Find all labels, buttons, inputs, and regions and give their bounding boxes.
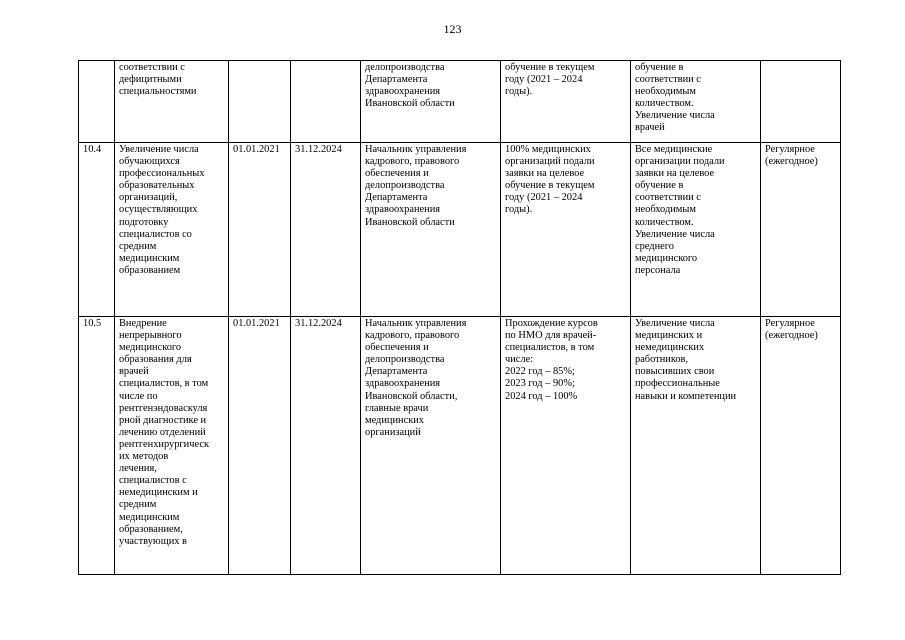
cell-result xyxy=(631,61,761,143)
cell-line: образования для xyxy=(119,354,192,366)
cell-line: образованием xyxy=(119,264,181,276)
cell-line: врачей xyxy=(119,366,149,378)
cell-line: обеспечения и xyxy=(365,168,429,180)
cell-indicator xyxy=(501,317,631,575)
cell-line: специальностями xyxy=(119,86,197,98)
cell-type xyxy=(761,61,841,143)
cell-line: организаций, xyxy=(119,192,178,204)
cell-line: здравоохранения xyxy=(365,378,441,390)
cell-line: (ежегодное) xyxy=(765,330,818,342)
cell-responsible xyxy=(361,61,501,143)
cell-line: числе: xyxy=(505,354,534,366)
cell-activity xyxy=(115,61,229,143)
cell-responsible xyxy=(361,317,501,575)
cell-end-date: 31.12.2024 xyxy=(291,317,361,575)
cell-line: Департамента xyxy=(365,192,428,204)
page-number: 123 xyxy=(443,22,462,36)
cell-activity xyxy=(115,143,229,317)
cell-line: делопроизводства xyxy=(365,62,445,73)
cell-start-date xyxy=(229,61,291,143)
cell-line: соответствии с xyxy=(119,62,185,73)
cell-line: 100% медицинских xyxy=(505,144,591,155)
cell-line: Начальник управления xyxy=(365,144,467,155)
cell-line: соответствии с xyxy=(635,74,701,86)
cell-line: Начальник управления xyxy=(365,318,467,329)
cell-line: рентгенхирургическ xyxy=(119,438,209,450)
cell-line: Ивановской области xyxy=(365,216,455,228)
cell-line: лечения, xyxy=(119,463,157,475)
cell-line: Ивановской области, xyxy=(365,390,458,402)
cell-line: Ивановской области xyxy=(365,98,455,110)
cell-number: 10.4 xyxy=(79,143,115,317)
cell-line: профессиональных xyxy=(119,168,205,180)
cell-line: заявки на целевое xyxy=(505,168,585,180)
cell-line: соответствии с xyxy=(635,192,701,204)
cell-line: их методов xyxy=(119,451,169,463)
cell-start-date: 01.01.2021 xyxy=(229,317,291,575)
cell-line: медицинским xyxy=(119,252,180,264)
cell-number: 10.5 xyxy=(79,317,115,575)
cell-line: 2022 год – 85%; xyxy=(505,366,575,378)
cell-line: Регулярное xyxy=(765,318,815,329)
cell-line: непрерывного xyxy=(119,330,182,342)
cell-line: осуществляющих xyxy=(119,204,198,216)
cell-line: среднего xyxy=(635,240,674,252)
cell-end-date xyxy=(291,61,361,143)
cell-line: обучение в xyxy=(635,62,684,73)
cell-line: врачей xyxy=(635,122,665,134)
cell-line: организации подали xyxy=(635,156,725,168)
cell-line: Увеличение числа xyxy=(119,144,199,155)
cell-line: специалистов, в том xyxy=(505,342,595,354)
cell-line: кадрового, правового xyxy=(365,330,460,342)
cell-line: здравоохранения xyxy=(365,204,441,216)
cell-indicator xyxy=(501,143,631,317)
cell-line: году (2021 – 2024 xyxy=(505,74,583,86)
cell-responsible xyxy=(361,143,501,317)
table-row-10-4 xyxy=(79,143,841,317)
cell-line: организаций xyxy=(365,426,421,438)
cell-line: навыки и компетенции xyxy=(635,390,737,402)
cell-line: средним xyxy=(119,240,157,252)
cell-result xyxy=(631,317,761,575)
cell-line: кадрового, правового xyxy=(365,156,460,168)
cell-line: Увеличение числа xyxy=(635,110,715,122)
cell-line: Департамента xyxy=(365,74,428,86)
cell-line: немедицинским и xyxy=(119,487,198,499)
cell-line: необходимым xyxy=(635,86,696,98)
cell-line: обучающихся xyxy=(119,156,180,168)
cell-line: обеспечения и xyxy=(365,342,429,354)
cell-line: образованием, xyxy=(119,523,183,535)
cell-line: работников, xyxy=(635,354,689,366)
cell-activity xyxy=(115,317,229,575)
cell-line: необходимым xyxy=(635,204,696,216)
cell-line: годы). xyxy=(505,86,533,98)
cell-line: году (2021 – 2024 xyxy=(505,192,583,204)
cell-line: Увеличение числа xyxy=(635,228,715,240)
cell-line: лечению отделений xyxy=(119,426,206,438)
cell-line: числе по xyxy=(119,390,158,402)
cell-line: Увеличение числа xyxy=(635,318,715,329)
cell-line: количеством. xyxy=(635,216,694,228)
cell-result xyxy=(631,143,761,317)
cell-line: медицинского xyxy=(119,342,182,354)
cell-line: подготовку xyxy=(119,216,169,228)
cell-line: Прохождение курсов xyxy=(505,318,598,329)
cell-line: немедицинских xyxy=(635,342,705,354)
cell-line: Регулярное xyxy=(765,144,815,155)
cell-line: делопроизводства xyxy=(365,180,445,192)
cell-number xyxy=(79,61,115,143)
cell-line: профессиональные xyxy=(635,378,720,390)
cell-line: медицинских и xyxy=(635,330,703,342)
cell-type xyxy=(761,143,841,317)
table-row-10-5 xyxy=(79,317,841,575)
activities-table xyxy=(78,60,841,575)
cell-line: обучение в текущем xyxy=(505,180,595,192)
cell-line: 2023 год – 90%; xyxy=(505,378,575,390)
cell-line: Внедрение xyxy=(119,318,167,329)
cell-indicator xyxy=(501,61,631,143)
table-body xyxy=(79,61,841,575)
cell-line: 2024 год – 100% xyxy=(505,390,578,402)
cell-end-date: 31.12.2024 xyxy=(291,143,361,317)
cell-line: по НМО для врачей- xyxy=(505,330,597,342)
cell-line: делопроизводства xyxy=(365,354,445,366)
cell-line: обучение в текущем xyxy=(505,62,595,73)
cell-line: участвующих в xyxy=(119,535,187,547)
cell-line: рентгенэндоваскуля xyxy=(119,402,208,414)
cell-line: рной диагностике и xyxy=(119,414,207,426)
cell-line: заявки на целевое xyxy=(635,168,715,180)
cell-line: здравоохранения xyxy=(365,86,441,98)
cell-line: дефицитными xyxy=(119,74,182,86)
cell-line: главные врачи xyxy=(365,402,429,414)
cell-type xyxy=(761,317,841,575)
table-row-continuation xyxy=(79,61,841,143)
cell-start-date: 01.01.2021 xyxy=(229,143,291,317)
cell-line: организаций подали xyxy=(505,156,595,168)
cell-line: медицинским xyxy=(119,511,180,523)
cell-line: медицинского xyxy=(635,252,698,264)
cell-line: количеством. xyxy=(635,98,694,110)
cell-line: повысивших свои xyxy=(635,366,715,378)
cell-line: медицинских xyxy=(365,414,424,426)
cell-line: Департамента xyxy=(365,366,428,378)
cell-line: средним xyxy=(119,499,157,511)
cell-line: специалистов, в том xyxy=(119,378,209,390)
cell-line: специалистов со xyxy=(119,228,192,240)
cell-line: персонала xyxy=(635,264,681,276)
cell-line: обучение в xyxy=(635,180,684,192)
cell-line: образовательных xyxy=(119,180,195,192)
cell-line: (ежегодное) xyxy=(765,156,818,168)
cell-line: годы). xyxy=(505,204,533,216)
cell-line: Все медицинские xyxy=(635,144,713,155)
cell-line: специалистов с xyxy=(119,475,187,487)
